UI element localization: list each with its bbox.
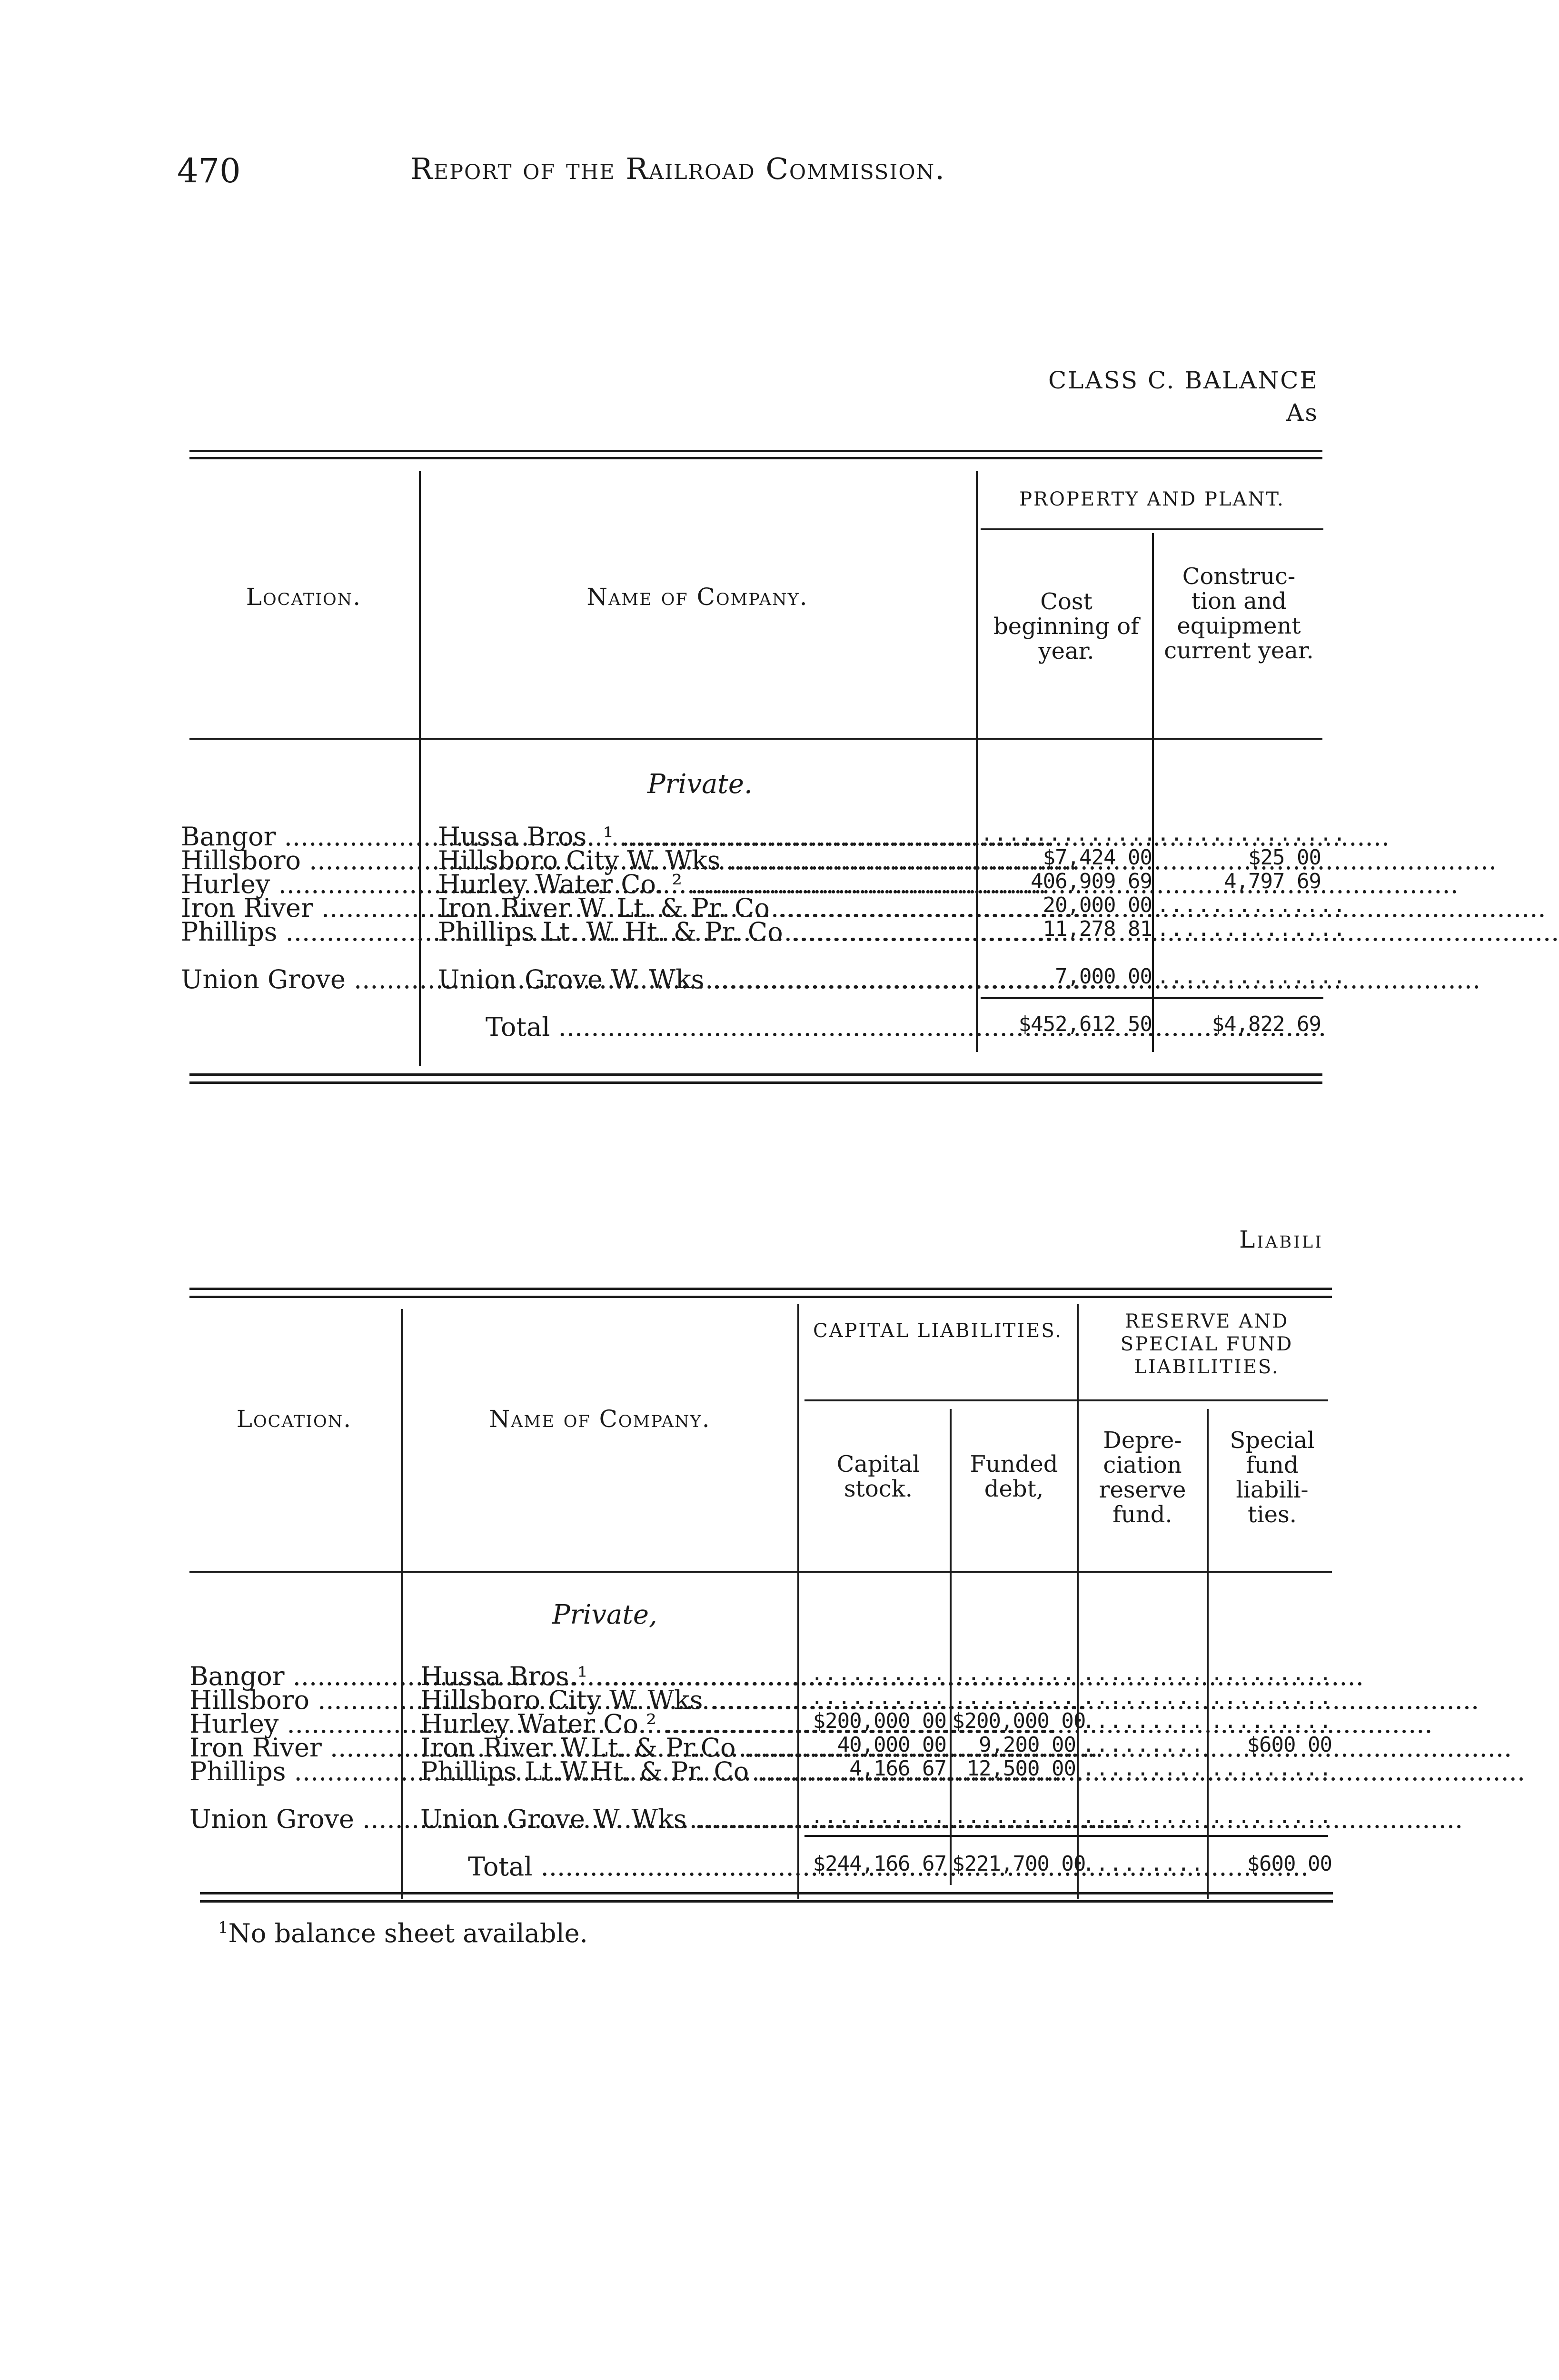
table-row-total bbox=[181, 1012, 1323, 1042]
table2-group-rule bbox=[804, 1399, 1328, 1401]
row-depreciation-empty: ......... bbox=[1082, 1756, 1204, 1781]
row-location: Hurley ..... bbox=[189, 1709, 399, 1739]
total-stock: $244,166 67 bbox=[813, 1852, 946, 1876]
table1-caption: CLASS C. BALANCE bbox=[1048, 367, 1319, 394]
row-company: Hurley Water Co.² ..... bbox=[420, 1709, 796, 1739]
row-debt: 9,200 00 bbox=[979, 1733, 1076, 1757]
table2-section-label: Private, bbox=[552, 1599, 657, 1630]
row-construction-empty: .............. bbox=[1157, 893, 1347, 917]
row-cost: 20,000 00 bbox=[1043, 893, 1152, 917]
table1-top-rule-2 bbox=[189, 457, 1322, 459]
table2-bottom-rule-2 bbox=[200, 1900, 1333, 1903]
table-row bbox=[181, 845, 1323, 875]
row-depreciation-empty: ......... bbox=[1082, 1661, 1204, 1686]
row-depreciation-empty: ......... bbox=[1082, 1685, 1204, 1709]
row-company: Phillips Lt. W. Ht. & Pr. Co ..... bbox=[438, 917, 971, 947]
table2-header-location: Location. bbox=[236, 1405, 352, 1433]
row-special-empty: ......... bbox=[1211, 1709, 1333, 1733]
row-company: Hussa Bros.¹ ..... bbox=[420, 1661, 796, 1691]
row-location: Phillips ..... bbox=[181, 917, 417, 947]
table1-header-company: Name of Company. bbox=[586, 583, 808, 611]
row-company: Union Grove W. Wks ..... bbox=[420, 1804, 796, 1834]
table2-header-rule bbox=[189, 1571, 1332, 1573]
table1-top-rule bbox=[189, 450, 1322, 452]
total-special: $600 00 bbox=[1247, 1852, 1332, 1876]
row-company: Hurley Water Co. ² ..... bbox=[438, 869, 971, 899]
row-location: Bangor ..... bbox=[189, 1661, 399, 1691]
table-row bbox=[189, 1733, 1332, 1763]
footnote bbox=[218, 1918, 588, 1948]
row-debt-empty: ......... bbox=[953, 1685, 1076, 1709]
table-row bbox=[189, 1804, 1333, 1834]
row-cost: 406,909 69 bbox=[1031, 869, 1152, 893]
row-special: $600 00 bbox=[1247, 1733, 1332, 1757]
table-row bbox=[189, 1661, 1333, 1691]
row-location: Phillips ..... bbox=[189, 1756, 399, 1786]
table-row bbox=[189, 1756, 1333, 1786]
row-cost-empty: .............. bbox=[981, 822, 1171, 846]
table2-header-funded-debt: Funded debt, bbox=[970, 1451, 1058, 1502]
row-debt-empty: ......... bbox=[953, 1804, 1076, 1828]
row-stock-empty: .......... bbox=[811, 1804, 946, 1828]
table1-bottom-rule-2 bbox=[189, 1081, 1322, 1084]
total-cost: $452,612 50 bbox=[1018, 1012, 1152, 1036]
table-row-total bbox=[189, 1852, 1332, 1882]
total-depreciation-empty: ......... bbox=[1082, 1852, 1204, 1876]
row-cost: 11,278 81 bbox=[1043, 917, 1152, 941]
total-label: Total ..... bbox=[486, 1012, 971, 1042]
table-row bbox=[189, 1685, 1333, 1715]
row-cost: $7,424 00 bbox=[1043, 845, 1152, 870]
row-company: Hillsboro City W. Wks ..... bbox=[438, 845, 971, 875]
table-row bbox=[181, 822, 1347, 852]
row-special-empty: ......... bbox=[1211, 1661, 1333, 1686]
row-stock: 4,166 67 bbox=[849, 1756, 946, 1781]
row-location: Hillsboro ..... bbox=[181, 845, 417, 875]
row-debt: 12,500 00 bbox=[966, 1756, 1076, 1781]
table1-group-rule bbox=[981, 528, 1323, 530]
row-location: Iron River ..... bbox=[189, 1733, 399, 1763]
row-company: Iron River W. Lt. & Pr. Co ..... bbox=[438, 893, 971, 923]
page-number: 470 bbox=[177, 151, 241, 190]
row-special-empty: ......... bbox=[1211, 1685, 1333, 1709]
row-stock-empty: .......... bbox=[811, 1661, 946, 1686]
footnote-text: No balance sheet available. bbox=[228, 1918, 588, 1948]
total-label: Total ..... bbox=[468, 1852, 796, 1882]
row-location: Hillsboro ..... bbox=[189, 1685, 399, 1715]
row-stock-empty: .......... bbox=[811, 1685, 946, 1709]
row-stock: $200,000 00 bbox=[813, 1709, 946, 1733]
row-company: Hillsboro City W. Wks ..... bbox=[420, 1685, 796, 1715]
row-depreciation-empty: ......... bbox=[1082, 1733, 1204, 1757]
row-location: Hurley ..... bbox=[181, 869, 417, 899]
row-location: Bangor ..... bbox=[181, 822, 417, 852]
table1-header-location: Location. bbox=[246, 583, 362, 611]
table-row bbox=[181, 893, 1347, 923]
row-location: Union Grove ..... bbox=[181, 964, 417, 994]
table1-header-construction: Construc- tion and equipment current year. bbox=[1164, 563, 1314, 664]
table1-caption-sub: As bbox=[1286, 399, 1319, 426]
table2-header-special: Special fund liabili- ties. bbox=[1230, 1427, 1315, 1528]
table1-group-header: PROPERTY AND PLANT. bbox=[1019, 488, 1285, 510]
row-cost: 7,000 00 bbox=[1055, 964, 1152, 989]
table1-header-rule bbox=[189, 738, 1322, 740]
footnote-marker: 1 bbox=[218, 1918, 228, 1937]
table2-header-capital-stock: Capital stock. bbox=[836, 1451, 920, 1502]
table2-bottom-rule bbox=[200, 1892, 1333, 1894]
row-special-empty: ......... bbox=[1211, 1756, 1333, 1781]
row-company: Union Grove W. Wks ..... bbox=[438, 964, 971, 994]
row-company: Hussa Bros. ¹ ..... bbox=[438, 822, 971, 852]
table2-total-rule bbox=[804, 1835, 1328, 1837]
row-construction-empty: .............. bbox=[1157, 917, 1347, 941]
table-row bbox=[189, 1709, 1333, 1739]
row-construction: $25 00 bbox=[1248, 845, 1321, 870]
row-company: Phillips Lt.W.Ht. & Pr. Co ..... bbox=[420, 1756, 796, 1786]
row-company: Iron River W.Lt. & Pr.Co ..... bbox=[420, 1733, 796, 1763]
table1-bottom-rule bbox=[189, 1073, 1322, 1076]
table1-section-label: Private. bbox=[647, 769, 753, 800]
row-depreciation-empty: ......... bbox=[1082, 1709, 1204, 1733]
table2-group-reserve: RESERVE AND SPECIAL FUND LIABILITIES. bbox=[1120, 1310, 1293, 1378]
row-construction: 4,797 69 bbox=[1224, 869, 1321, 893]
table1-header-cost: Cost beginning of year. bbox=[993, 588, 1139, 664]
table1-total-rule bbox=[981, 997, 1323, 999]
table2-top-rule-2 bbox=[189, 1296, 1332, 1298]
running-head: Report of the Railroad Commission. bbox=[410, 151, 945, 186]
row-location: Union Grove ..... bbox=[189, 1804, 399, 1834]
table2-group-capital: CAPITAL LIABILITIES. bbox=[813, 1320, 1063, 1342]
row-construction-empty: .............. bbox=[1157, 964, 1347, 989]
row-location: Iron River ..... bbox=[181, 893, 417, 923]
total-construction: $4,822 69 bbox=[1211, 1012, 1321, 1036]
table2-header-depreciation: Depre- ciation reserve fund. bbox=[1099, 1427, 1186, 1528]
row-depreciation-empty: ......... bbox=[1082, 1804, 1204, 1828]
row-stock: 40,000 00 bbox=[837, 1733, 946, 1757]
table2-caption: Liabili bbox=[1239, 1226, 1323, 1253]
table-row bbox=[181, 869, 1323, 899]
row-debt: $200,000 00 bbox=[952, 1709, 1086, 1733]
table-row bbox=[181, 917, 1347, 947]
row-debt-empty: ......... bbox=[953, 1661, 1076, 1686]
row-special-empty: ......... bbox=[1211, 1804, 1333, 1828]
table2-top-rule bbox=[189, 1288, 1332, 1290]
row-construction-empty: .............. bbox=[1157, 822, 1347, 846]
table2-header-company: Name of Company. bbox=[489, 1405, 711, 1433]
total-debt: $221,700 00 bbox=[952, 1852, 1086, 1876]
table-row bbox=[181, 964, 1347, 994]
